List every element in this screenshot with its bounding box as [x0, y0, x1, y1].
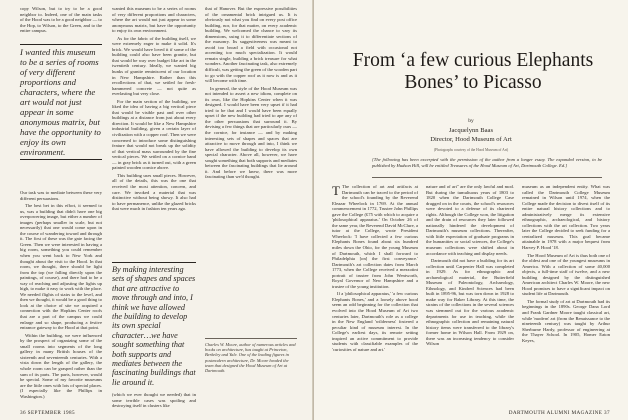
- headline-line-1: From ‘a few curious Elephants: [352, 50, 594, 71]
- article-headline: [332, 50, 614, 94]
- editor-intro: [The following has been excerpted with the permission of the author from a longer essay. The expanded version, to be published by Hudson Hill, will be entitled Treasures of the Hood Museum of Art, Dartmouth College. Ed.]: [372, 157, 602, 168]
- right-folio: DARTMOUTH ALUMNI MAGAZINE 37: [508, 410, 610, 416]
- paragraph: that of Hanover. But the expressive possibilities of the ornamental brick intrigued us. It is obviously not what you find on every post office building, nor, for that matter, on every academic building. We welcomed the chance to vary its dimensions, using it to differentiate sections of the masonry. Its suggestiveness was meant to avoid too broad a field with occasional not accenting too much specialization. It would remain single, building a brick treasure for what wonders. Another fascinating task, also extremely difficult, was getting the green of the wooden part to go with the copper roof as it now is and as it will become with time.: [205, 6, 297, 84]
- paragraph: This building uses small pieces. However, all of the details, this was the one that received the most attention, concern, and care. We invoked a material that was distinctive without being showy. It also had to have permanence, unlike the glazed bricks that were much in fashion ten years ago.: [112, 172, 196, 212]
- headline-line-2: Bones’ to Picasso: [404, 72, 542, 93]
- author-title: Director, Hood Museum of Art: [430, 136, 512, 143]
- right-page: [314, 0, 628, 420]
- drop-cap: T: [332, 184, 340, 198]
- pull-quote-1: I wanted this museum to be a series of rooms of very different proportions and characters, where the art would not just appear in some anonymous matrix, but have the opportunity to enjoy its own environment.: [20, 44, 102, 160]
- paragraph: The best bet in this effort, it seemed to us, was a building that didn't have one big overpowering image, but either a number of images (perhaps smaller in scale, but not necessarily) that one would come upon in the course of wandering toward and through it. The first of these was the gate facing the Green. Then we were interested in having a big room, something you could remember when you went back to New York and thought about the visit to the Hood. In that room, we thought, there should be light from the top (we falling directly upon the paintings, of course), and there had to be a way of reaching and adjusting the lights up high, to make it easy to work with the place. We needed flights of stairs to the level, and then we thought, it would be a good thing to look at the choice of site we acquired a connection with the Hopkins Center roofs that are a part of the campus we could enlarge and so shape, producing a festive entrance gateway to the Hood at that point.: [20, 203, 102, 331]
- byline-by: by: [468, 118, 474, 124]
- paragraph-text: The collection of art and artifacts at Dartmouth can be traced to the period of the school's founding by the Reverend Eleazar Wheelock in 1769. At the annual commencement in 1772, Trustee John Phillips gave the College (£75 with which to acquire a 'philosophical apparatus.' On October 26 of the same year, the Reverend David McClure, a tutor at the College, wrote President Wheelock: 'I have collected a few curious Elephants Bones found about six hundred miles down the Ohio, for the young Museum of Dartmouth, which I shall forward to Philadelphia [on] the first conveyance.' Dartmouth's art collection dates from March 1773, when the College received a mezzotint portrait of trustee from John Wentworth, Royal Governor of New Hampshire and a trustee of the young institution.: [332, 184, 418, 289]
- right-col3-body: [522, 184, 610, 406]
- left-col1-body: [20, 190, 102, 405]
- intro-divider: [372, 177, 602, 178]
- paragraph: Our task was to mediate between these very different persuasions.: [20, 190, 102, 201]
- right-col2-body: [426, 184, 514, 406]
- paragraph: The formal study of art at Dartmouth had its beginnings in the 1890s. George Dana Lord and Frank Gardner Moore taught classical art, while 'modern' art (from the Renaissance to the nineteenth century) was taught by Arthur Sherburne Hardy, professor of engineering at the Thayer School. In 1905, Homer Eaton Keyes,: [522, 298, 610, 343]
- paragraph: As for the fabric of the building itself, we were extremely eager to make it solid. It's brick. We would have loved it if some of the building could also have been granite, but that would be way over budget like art in the twentieth century. Ideally, we wanted big hunks of granite reminiscent of our location in New Hampshire. Rather than this recollections of that, we settled for fresh-hammered concrete — not quite as everlasting but very close.: [112, 35, 196, 97]
- paragraph: If a 'philosophical apparatus,' 'a few curious Elephants Bones,' and a loosely above hood seem an odd beginning for the collection that evolved into the Hood Museum of Art two centuries later, Dartmouth's role as a college in the New England 'wilderness' fostered a peculiar kind of museum interest. In the College's earliest days, its remote setting inspired an active commitment to provide students with classifiable examples of the 'curiosities of nature and art.': [332, 291, 418, 352]
- paragraph: Dartmouth did not have a building for its art collection until Carpenter Hall was completed in 1929. As for ethnographic and archaeological material, the Butterfield Museum of Paleontology, Archaeology, Ethnology, and Kindred Sciences had been built in 1895-96, but was torn down in 1928 to make way for Baker Library. At this time, the strains of the collections in the several sciences was stemmed out for the various academic departments for use in teaching, while the ethnographic collection and remaining natural history items were transferred to the library's former home in Wilson Hall. From 1929 on, there was an increasing tendency to consider Wilson: [426, 258, 514, 347]
- photo-credit: (Photographs courtesy of the Hood Museum of Art): [433, 148, 509, 152]
- paragraph: Within the building, we were influenced by the prospect of organizing some of the small rooms into segments of the long gallery in many British houses of the sixteenth and seventeenth centuries. With a vista down the length of the gallery, the whole room can be grasped rather than the sum of its parts. The parts, however, would be special. Some of my favorite museums are the little ones with lots of special places. (I especially like the Phillips in Washington.): [20, 332, 102, 399]
- left-col2-body: [112, 6, 196, 258]
- paragraph: copy Wilson, but to try to be a good neighbor to. Indeed, one of the main tasks of the Hood was to be a good neighbor — to the Hop, to Wilson, to the Green, and to the entire campus.: [20, 6, 102, 34]
- paragraph: In general, the style of the Hood Museum was not intended to assert a new idiom, complete on its own, like the Hopkins Center when it was designed. I would have been very upset if it had tried to be that and I would have been equally upset if the new building had tried to ape any of the other persuasions that surround it. By devising a few things that are particularly ours — the cornice, for instance — and by making interesting sets of shapes and spaces that are attractive to move through and into, I think we have allowed the building to develop its own special character. Above all, however, we have sought something that both supports and mediates between the fascinating buildings that lie around it. And before we knew, there was more fascinating than we'd thought.: [205, 85, 297, 180]
- paragraph: nature and of art" are the only lawful and mod. But during the tumultuous years of 1803 to 1820 when the Dartmouth College Case dragged on in the courts, the school's resources were devoted to a defense of its chartered rights. Although the College won, the litigation and the drain of resources they later followed nationally hindered the development of Dartmouth's museum collections. Thereafter, with little expectation of graduate programs in the humanities or social sciences, the College's museum collections were shifted about in accordance with teaching and display needs.: [426, 184, 514, 256]
- right-col1-body: [332, 184, 418, 406]
- paragraph: (which we ever thought we needed) that in some terrible cases was spoiling and destroying itself in clusters like: [112, 392, 196, 409]
- paragraph: The Hood Museum of Art is thus both one of the oldest and one of the youngest museums in America. With a collection of some 40,000 objects, a full-time staff of twelve, and a new building designed by the distinguished American architect Charles W. Moore, the new Hood promises to have a significant impact on student life at Dartmouth.: [522, 252, 610, 297]
- author-name: Jacquelynn Baas: [448, 127, 494, 134]
- paragraph: For the main section of the building, we liked the idea of having a big vertical piece that would be visible past and over other buildings at a distance from just about every direction. It would be like a New Hampshire industrial building, given a certain layer of civilization with a copper roof. Then we were concerned to introduce some distinguishing feature that would not break up the solidity of that vertical mass surrounded by the fine vertical pieces. We settled on a cornice band — in gray brick as it turned out, with a green painted wooden cornice above.: [112, 98, 196, 171]
- left-folio: 36 SEPTEMBER 1985: [20, 410, 75, 416]
- paragraph: museum as an independent entity. What was called the Dartmouth College Museum remained in Wilson until 1974, when the College made the decision to divest itself of its entire natural history collections and to administratively merge its extensive ethnographic, archaeological, and history collections with the art collection. Two years later the College decided to seek funding for a centralized museum. This goal became attainable in 1978 with a major bequest from Harvey P. Hood '18.: [522, 184, 610, 251]
- left-col3-body: [205, 6, 297, 338]
- paragraph: wanted this museum to be a series of rooms of very different proportions and characters, where the art would not just appear in some anonymous matrix, but have the opportunity to enjoy its own environment.: [112, 6, 196, 34]
- left-col1-top-text: [20, 6, 102, 44]
- author-note: Charles W. Moore, author of numerous articles and books on architecture, has taught at Princeton, Berkeley and Yale. One of the leading figures in postmodern architecture, Dr. Moore headed the team that designed the Hood Museum of Art at Dartmouth.: [205, 338, 297, 402]
- left-col2-bottom: [112, 392, 196, 410]
- pull-quote-2: By making interesting sets of shapes and spaces that are attractive to move through and into, I think we have allowed the building to develop its own special character…we have sought something that both supports and mediates between the fascinating buildings that lie around it.: [112, 262, 196, 387]
- paragraph: [332, 184, 418, 289]
